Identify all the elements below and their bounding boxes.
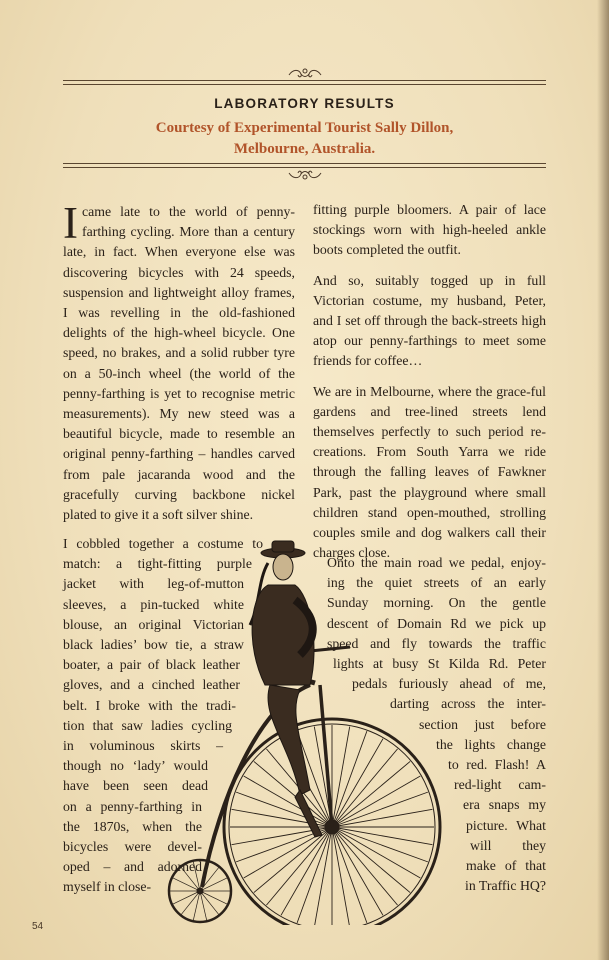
right-paragraph-4-line: lights at busy St Kilda Rd. Peter [333,656,546,671]
wheel-spoke [173,878,200,891]
left-paragraph-2-line: jacket with leg-of-mutton [63,576,244,592]
right-paragraph-3: We are in Melbourne, where the grace-ful gardens and tree-lined streets lend themselves perfectly to such period re-creations. From South Yarra we ride through the falling leaves of Fawkner Park, past the playground where small children stand open-mouthed, strolling couples smile and dog walkers call their charges close. [313,383,546,561]
page-number: 54 [32,921,44,932]
right-paragraph-4-line: descent of Domain Rd we pick up [327,615,546,631]
left-paragraph-2-line: tion that saw ladies cycling [63,717,232,733]
right-paragraph-4-line: pedals furiously ahead of me, [352,676,546,692]
dropcap: I [63,198,78,248]
right-paragraph-4-line: Onto the main road we pedal, enjoy- [327,555,546,570]
right-paragraph-4-line: in Traffic HQ? [465,878,546,894]
left-paragraph-2-line: sleeves, a pin-tucked white [63,596,244,612]
left-paragraph-2-line: on a penny-farthing in [63,798,202,814]
credit-line-2: Melbourne, Australia. [233,141,376,157]
credit-line-1: Courtesy of Experimental Tourist Sally Dillon, [155,120,454,136]
top-ornament-icon [0,66,609,85]
left-paragraph-2-line: oped – and adorned [63,859,202,875]
wheel-spoke [200,891,227,904]
right-paragraph-4-line: section just before [419,716,546,732]
left-paragraph-2-line: though no ‘lady’ would [63,758,208,774]
right-column [313,200,546,573]
right-paragraph-4-line: era snaps my [463,797,546,813]
left-paragraph-2-line: black ladies’ bow tie, a straw [63,637,244,652]
left-paragraph-2-line: I cobbled together a costume to [63,536,263,551]
right-paragraph-4-line: picture. What [466,817,546,833]
left-paragraph-2-line: belt. I broke with the tradi- [63,697,236,713]
left-paragraph-2-line: the 1870s, when the [63,818,202,834]
right-paragraph-4-line: the lights change [436,736,546,752]
left-paragraph-2-line: match: a tight-fitting purple [63,556,252,572]
header-rule-top-2 [63,84,546,85]
left-paragraph-2-line: in voluminous skirts – [63,738,223,753]
right-paragraph-4-line: make of that [466,858,546,873]
right-paragraph-2: And so, suitably togged up in full Victorian costume, my husband, Peter, and I set off through the back-streets high atop our penny-farthings to meet some friends for coffee… [313,272,546,369]
right-paragraph-4-line: darting across the inter- [390,696,546,712]
right-paragraph-4-line: will they [470,837,546,853]
header-rule-bottom [63,163,546,164]
right-paragraph-4-line: ing the quiet streets of an early [327,575,546,591]
left-paragraph-1-text: came late to the world of penny-farthing cycling. More than a century late, in fact. When everyone else was discovering bicycles with 24 speeds, suspension and lightweight alloy frames, I was revelling in the old-fashioned delights of the high-wheel bicycle. One speed, no brakes, and a solid rubber tyre on a 50-inch wheel (the world of the penny-farthing is yet to recognise metric measurements). My new steed was a beautiful bicycle, made to resemble an original penny-farthing – handles carved from pale jacaranda wood and the gracefully curving backbone nickel plated to give it a soft silver shine. [63,204,295,523]
left-paragraph-2-line: boater, a pair of black leather [63,657,240,673]
credit-line [0,118,609,160]
right-paragraph-4-line: Sunday morning. On the gentle [327,595,546,611]
header-rule-top [63,80,546,81]
right-paragraph-1: fitting purple bloomers. A pair of lace stockings worn with high-heeled ankle boots completed the outfit. [313,202,546,258]
right-paragraph-4-line: to red. Flash! A [448,757,546,772]
left-paragraph-2-line: blouse, an original Victorian [63,616,244,632]
right-paragraph-4-line: speed and fly towards the traffic [327,635,546,651]
left-column [63,198,295,535]
wheel-spoke [173,891,200,904]
left-paragraph-2-line: myself in close- [63,879,152,895]
penny-farthing-rider-icon [150,535,470,925]
bottom-ornament-icon [0,168,609,187]
left-paragraph-2-line: bicycles were devel- [63,839,202,854]
right-paragraph-4-line: red-light cam- [454,777,546,793]
section-heading: LABORATORY RESULTS [214,96,395,111]
left-paragraph-1 [63,198,295,525]
left-paragraph-2-line: gloves, and a cinched leather [63,677,240,693]
left-paragraph-2-line: have been seen dead [63,778,208,794]
